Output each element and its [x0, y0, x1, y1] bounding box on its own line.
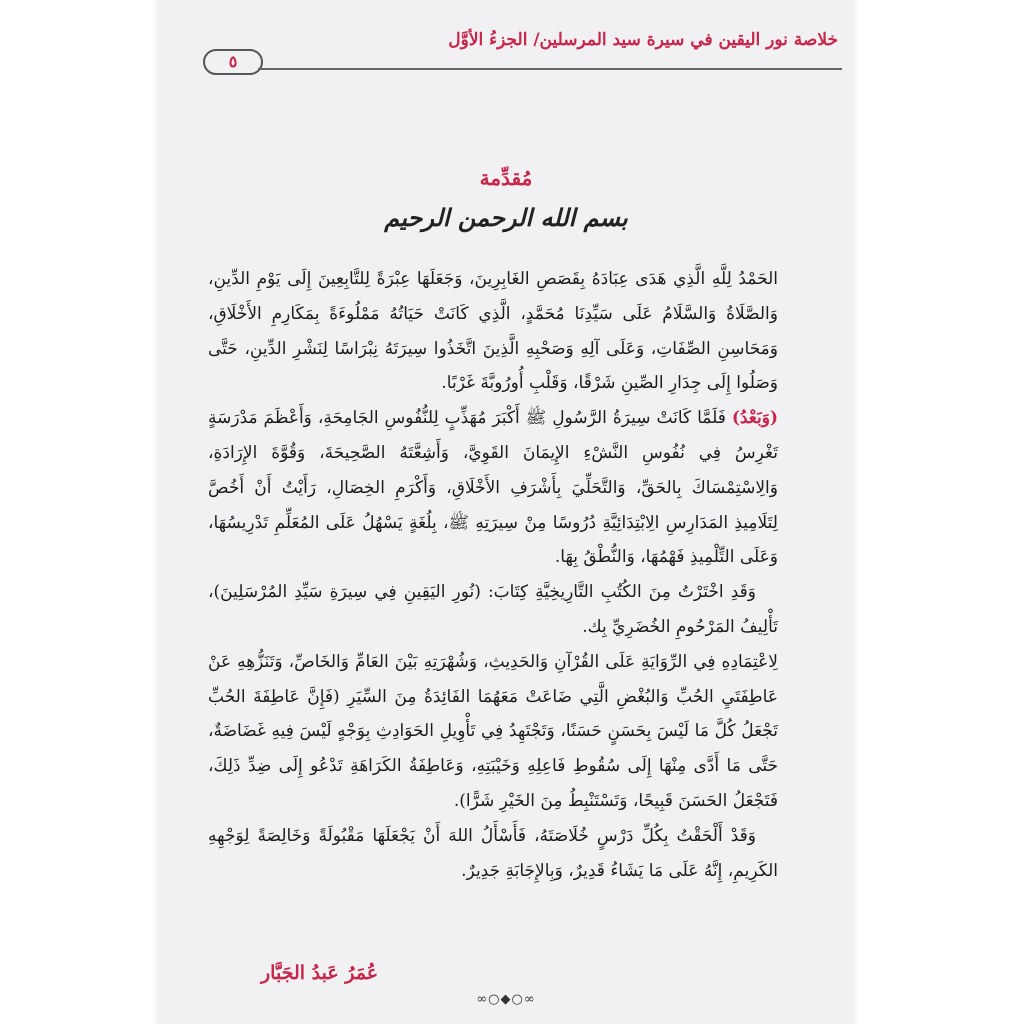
section-title: مُقدِّمة — [479, 166, 533, 190]
paragraph — [208, 645, 778, 819]
paragraph-lead: (وَبَعْدُ) — [731, 408, 778, 429]
book-page — [158, 0, 854, 1024]
basmala-calligraphy: بسم الله الرحمن الرحيم — [384, 203, 628, 232]
paragraph-text: فَلَمَّا كَانَتْ سِيرَةُ الرَّسُولِ ﷺ أَكْبَرَ مُهَذِّبٍ لِلنُّفُوسِ الجَامِحَةِ، وَأَعْظَمَ مَدْرَسَةٍ تَغْرِسُ فِي نُفُوسِ النَّشْءِ الإِيمَانَ القَوِيَّ، وَأَشِعَّتَهُ الصَّحِيحَةَ، وَقُوَّةَ الإِرَادَةِ، وَالِاسْتِمْسَاكَ بِالحَقِّ، وَالتَّحَلِّيَ بِأَشْرَفِ الأَخْلَاقِ، وَأَكْرَمِ الخِصَالِ، رَأَيْتُ أَنْ أَخُصَّ لِتَلَامِيذِ المَدَارِسِ الِابْتِدَائِيَّةِ دُرُوسًا مِنْ سِيرَتِهِ ﷺ، بِلُغَةٍ يَسْهُلُ عَلَى المُعَلِّمِ تَدْرِيسُهَا، وَعَلَى التِّلْمِيذِ فَهْمُهَا، وَالنُّطْقُ بِهَا. — [208, 408, 778, 568]
paragraph-text: لِاعْتِمَادِهِ فِي الرِّوَايَةِ عَلَى القُرْآنِ وَالحَدِيثِ، وَشُهْرَتِهِ بَيْنَ العَامِّ وَالخَاصِّ، وَتَنَزُّهِهِ عَنْ عَاطِفَتَيِ الحُبِّ وَالبُغْضِ الَّتِي ضَاعَتْ مَعَهُمَا الفَائِدَةُ مِنَ السِّيَرِ (فَإِنَّ عَاطِفَةَ الحُبِّ تَجْعَلُ كُلَّ مَا لَيْسَ بِحَسَنٍ حَسَنًا، وَتَجْتَهِدُ فِي تَأْوِيلِ الحَوَادِثِ بِوَجْهٍ لَيْسَ فِيهِ غَضَاضَةٌ، حَتَّى مَا أَدَّى مِنْهَا إِلَى سُقُوطِ فَاعِلِهِ وَخَيْبَتِهِ، وَعَاطِفَةُ الكَرَاهَةِ تَدْعُو إِلَى ضِدِّ ذَلِكَ، فَتَجْعَلُ الحَسَنَ قَبِيحًا، وَتَسْتَنْبِطُ مِنَ الخَيْرِ شَرًّا). — [208, 651, 778, 811]
paragraph-text: وَقَدْ أَلْحَقْتُ بِكُلِّ دَرْسٍ خُلَاصَتَهُ، فَأَسْأَلُ اللهَ أَنْ يَجْعَلَهَا مَقْبُولَةً وَخَالِصَةً لِوَجْهِهِ الكَرِيمِ، إِنَّهُ عَلَى مَا يَشَاءُ قَدِيرٌ، وَبِالإِجَابَةِ جَدِيرٌ. — [208, 825, 778, 881]
header-divider — [258, 68, 842, 71]
page-number-badge: ٥ — [203, 49, 263, 75]
background-right — [854, 0, 1024, 1024]
running-header-title: خلاصة نور اليقين في سيرة سيد المرسلين/ الجزءُ الأوَّل — [448, 30, 838, 50]
paragraph — [208, 262, 778, 401]
paragraph-text: وَقَدِ اخْتَرْتُ مِنَ الكُتُبِ التَّارِيخِيَّةِ كِتَابَ: (نُورِ اليَقِينِ فِي سِيرَةِ سَيِّدِ المُرْسَلِينَ)، تَأْلِيفُ المَرْحُومِ الخُضَرِيِّ بِك. — [208, 582, 778, 637]
body-text — [208, 262, 778, 888]
background-left — [0, 0, 158, 1024]
footer-ornament: ∞○◆○∞ — [476, 992, 536, 1007]
paragraph — [208, 401, 778, 575]
paragraph — [208, 575, 778, 645]
paragraph — [208, 819, 778, 889]
author-signature: عُمَرُ عَبدُ الجَبَّار — [261, 962, 379, 984]
paragraph-text: الحَمْدُ لِلَّهِ الَّذِي هَدَى عِبَادَهُ بِقَصَصِ الغَابِرِينَ، وَجَعَلَهَا عِبْرَةً لِلتَّابِعِينَ إِلَى يَوْمِ الدِّينِ، وَالصَّلَاةُ وَالسَّلَامُ عَلَى سَيِّدِنَا مُحَمَّدٍ، الَّذِي كَانَتْ حَيَاتُهُ مَمْلُوءَةً بِمَكَارِمِ الأَخْلَاقِ، وَمَحَاسِنِ الصِّفَاتِ، وَعَلَى آلِهِ وَصَحْبِهِ الَّذِينَ اتَّخَذُوا سِيرَتَهُ نِبْرَاسًا لِنَشْرِ الدِّينِ، حَتَّى وَصَلُوا إِلَى جِدَارِ الصِّينِ شَرْقًا، وَقَلْبِ أُورُوبَّةَ غَرْبًا. — [208, 269, 778, 394]
